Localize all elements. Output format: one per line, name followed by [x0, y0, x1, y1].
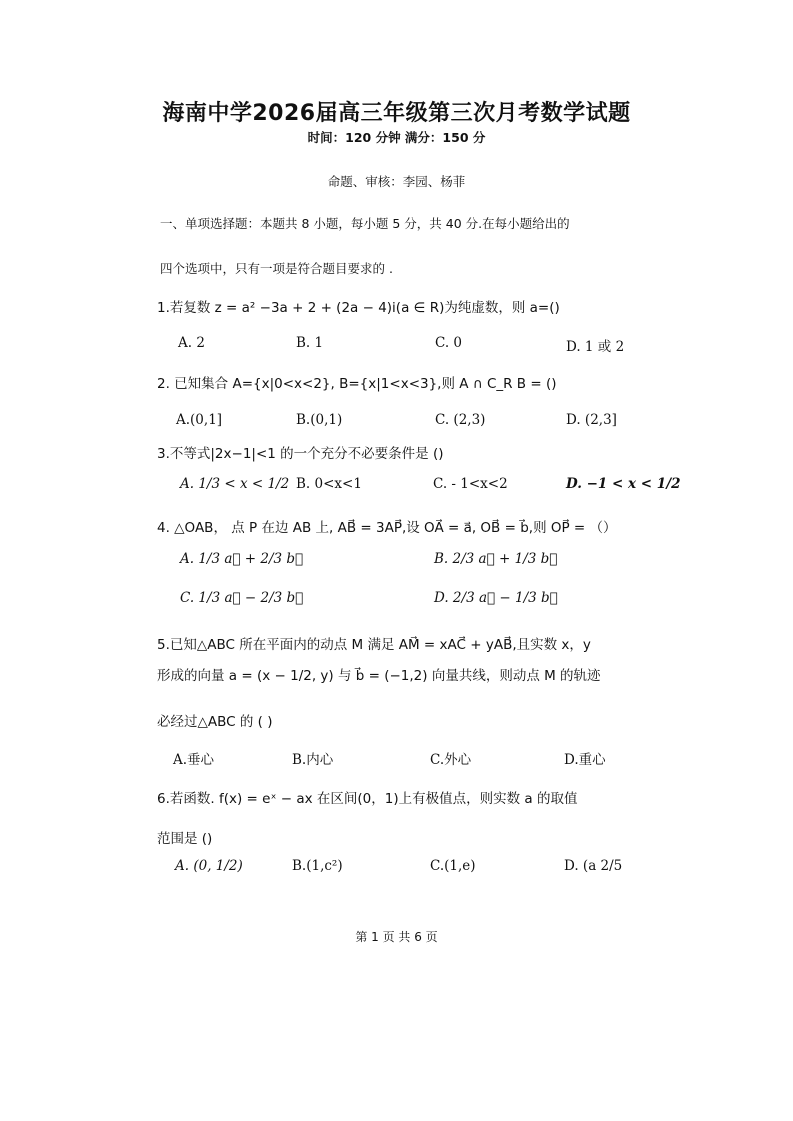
question-5-option-b: B.内心 — [292, 752, 334, 768]
question-1-option-b: B. 1 — [296, 335, 324, 351]
question-6-option-c: C.(1,e) — [430, 858, 476, 874]
question-3-option-d: D. −1 < x < 1/2 — [566, 476, 681, 492]
question-5-stem-line2: 形成的向量 a = (x − 1/2, y) 与 b⃗ = (−1,2) 向量共线，则动点 M 的轨迹 — [157, 668, 601, 684]
question-2-option-d: D. (2,3] — [566, 412, 617, 428]
question-1-option-a: A. 2 — [178, 335, 205, 351]
question-3-option-a: A. 1/3 < x < 1/2 — [180, 476, 290, 492]
question-3-stem: 3.不等式|2x−1|<1 的一个充分不必要条件是 () — [157, 446, 444, 462]
exam-time-score: 时间：120 分钟 满分：150 分 — [307, 130, 486, 145]
question-5-option-c: C.外心 — [430, 752, 472, 768]
question-2-stem: 2. 已知集合 A={x|0<x<2}, B={x|1<x<3},则 A ∩ C_R B = () — [157, 376, 557, 392]
question-4-option-c: C. 1/3 a⃗ − 2/3 b⃗ — [180, 590, 304, 606]
question-6-stem-line1: 6.若函数. f(x) = eˣ − ax 在区间(0，1)上有极值点，则实数 a 的取值 — [157, 791, 578, 807]
question-5-option-d: D.重心 — [564, 752, 606, 768]
question-1-stem: 1.若复数 z = a² −3a + 2 + (2a − 4)i(a ∈ R)为纯虚数，则 a=() — [157, 300, 560, 316]
question-4-option-a: A. 1/3 a⃗ + 2/3 b⃗ — [180, 551, 304, 567]
question-4-stem: 4. △OAB， 点 P 在边 AB 上, AB⃗ = 3AP⃗,设 OA⃗ = a⃗, OB⃗ = b⃗,则 OP⃗ = （） — [157, 520, 617, 536]
question-6-stem-line2: 范围是 () — [157, 831, 213, 847]
question-5-stem-line3: 必经过△ABC 的 ( ) — [157, 714, 273, 730]
section-heading-line1: 一、单项选择题：本题共 8 小题，每小题 5 分，共 40 分.在每小题给出的 — [160, 216, 570, 231]
page-title: 海南中学2026届高三年级第三次月考数学试题 — [162, 101, 631, 126]
question-3-option-b: B. 0<x<1 — [296, 476, 362, 492]
question-5-option-a: A.垂心 — [173, 752, 215, 768]
question-4-option-d: D. 2/3 a⃗ − 1/3 b⃗ — [434, 590, 558, 606]
question-3-option-c: C. - 1<x<2 — [433, 476, 508, 492]
page-footer: 第 1 页 共 6 页 — [355, 930, 438, 944]
question-6-option-a: A. (0, 1/2) — [175, 858, 243, 874]
question-2-option-b: B.(0,1) — [296, 412, 343, 428]
question-2-option-c: C. (2,3) — [435, 412, 486, 428]
question-4-option-b: B. 2/3 a⃗ + 1/3 b⃗ — [434, 551, 558, 567]
question-2-option-a: A.(0,1] — [176, 412, 223, 428]
question-6-option-b: B.(1,c²) — [292, 858, 343, 874]
section-heading-line2: 四个选项中，只有一项是符合题目要求的 . — [160, 261, 393, 276]
question-5-stem-line1: 5.已知△ABC 所在平面内的动点 M 满足 AM⃗ = xAC⃗ + yAB⃗,且实数 x，y — [157, 637, 591, 653]
exam-authors: 命题、审核：李园、杨菲 — [327, 174, 466, 189]
question-6-option-d: D. (a 2/5 — [564, 858, 623, 874]
question-1-option-c: C. 0 — [435, 335, 463, 351]
question-1-option-d: D. 1 或 2 — [566, 339, 625, 355]
